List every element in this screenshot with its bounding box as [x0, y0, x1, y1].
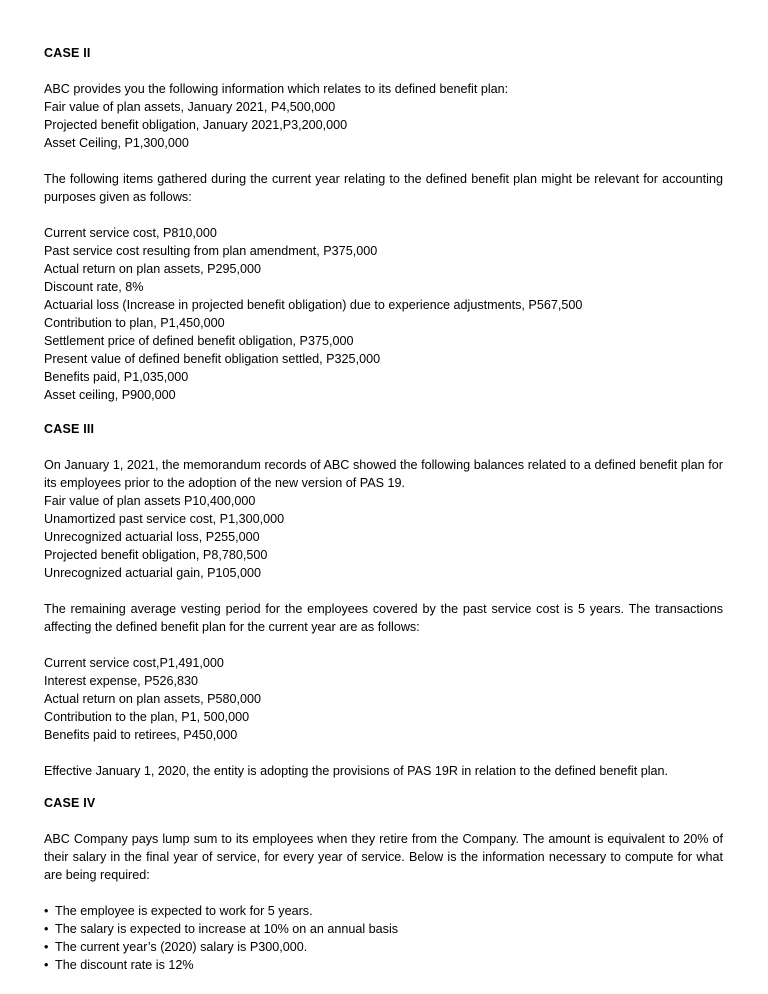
list-item: • The discount rate is 12%: [44, 956, 723, 974]
list-item: Projected benefit obligation, January 2021,P3,200,000: [44, 118, 348, 132]
section-heading-case-ii: CASE II: [44, 46, 91, 60]
section-heading-case-iii: CASE III: [44, 422, 95, 436]
list-item: Fair value of plan assets P10,400,000: [44, 494, 256, 508]
case-ii-items: [44, 224, 723, 404]
spacer: [44, 744, 723, 762]
case-ii-intro-paragraph: ABC provides you the following information which relates to its defined benefit plan:: [44, 82, 509, 96]
list-item: Present value of defined benefit obligation settled, P325,000: [44, 352, 381, 366]
spacer: [44, 152, 723, 170]
list-item: Projected benefit obligation, P8,780,500: [44, 548, 268, 562]
case-iii-closing-paragraph: Effective January 1, 2020, the entity is adopting the provisions of PAS 19R in relation to the defined benefit plan.: [44, 764, 669, 778]
list-item: Unrecognized actuarial gain, P105,000: [44, 566, 262, 580]
list-item: Current service cost,P1,491,000: [44, 656, 224, 670]
list-item: Benefits paid to retirees, P450,000: [44, 728, 238, 742]
case-iii-body-paragraph: The remaining average vesting period for the employees covered by the past service cost is 5 years. The transactions affecting the defined benefit plan for the current year are as follows:: [44, 602, 723, 634]
section-heading-case-iv: CASE IV: [44, 796, 96, 810]
spacer: [44, 812, 723, 830]
spacer: [44, 636, 723, 654]
spacer: [44, 404, 723, 420]
case-iii-items: [44, 654, 723, 744]
spacer: [44, 62, 723, 80]
case-iii-intro-paragraph: On January 1, 2021, the memorandum records of ABC showed the following balances related to a defined benefit plan for its employees prior to the adoption of the new version of PAS 19.: [44, 458, 723, 490]
spacer: [44, 780, 723, 794]
case-iv-body-paragraph: ABC Company pays lump sum to its employees when they retire from the Company. The amount is equivalent to 20% of their salary in the final year of service, for every year of service. Below is the information necessary to compute for what are being required:: [44, 832, 723, 882]
list-item: Discount rate, 8%: [44, 280, 144, 294]
list-item: Asset Ceiling, P1,300,000: [44, 136, 189, 150]
spacer: [44, 438, 723, 456]
list-item: Benefits paid, P1,035,000: [44, 370, 189, 384]
list-item: Actual return on plan assets, P295,000: [44, 262, 262, 276]
list-item: Fair value of plan assets, January 2021, P4,500,000: [44, 100, 336, 114]
list-item: Actuarial loss (Increase in projected benefit obligation) due to experience adjustments, P567,500: [44, 298, 583, 312]
list-item: Actual return on plan assets, P580,000: [44, 692, 262, 706]
list-item: Contribution to the plan, P1, 500,000: [44, 710, 250, 724]
list-item: Asset ceiling, P900,000: [44, 388, 176, 402]
case-ii-body-paragraph: The following items gathered during the current year relating to the defined benefit plan might be relevant for accounting purposes given as follows:: [44, 172, 723, 204]
document-body: [44, 44, 723, 974]
spacer: [44, 206, 723, 224]
case-iv-bullet-list: [44, 902, 723, 974]
list-item: Settlement price of defined benefit obligation, P375,000: [44, 334, 354, 348]
list-item: • The employee is expected to work for 5 years.: [44, 902, 723, 920]
list-item: • The current year’s (2020) salary is P300,000.: [44, 938, 723, 956]
list-item: Interest expense, P526,830: [44, 674, 199, 688]
list-item: Past service cost resulting from plan amendment, P375,000: [44, 244, 378, 258]
list-item: Current service cost, P810,000: [44, 226, 217, 240]
list-item: • The salary is expected to increase at 10% on an annual basis: [44, 920, 723, 938]
case-iii-opening-items: [44, 492, 723, 582]
list-item: Contribution to plan, P1,450,000: [44, 316, 225, 330]
spacer: [44, 582, 723, 600]
spacer: [44, 884, 723, 902]
list-item: Unrecognized actuarial loss, P255,000: [44, 530, 260, 544]
case-ii-opening-items: [44, 98, 723, 152]
list-item: Unamortized past service cost, P1,300,000: [44, 512, 285, 526]
